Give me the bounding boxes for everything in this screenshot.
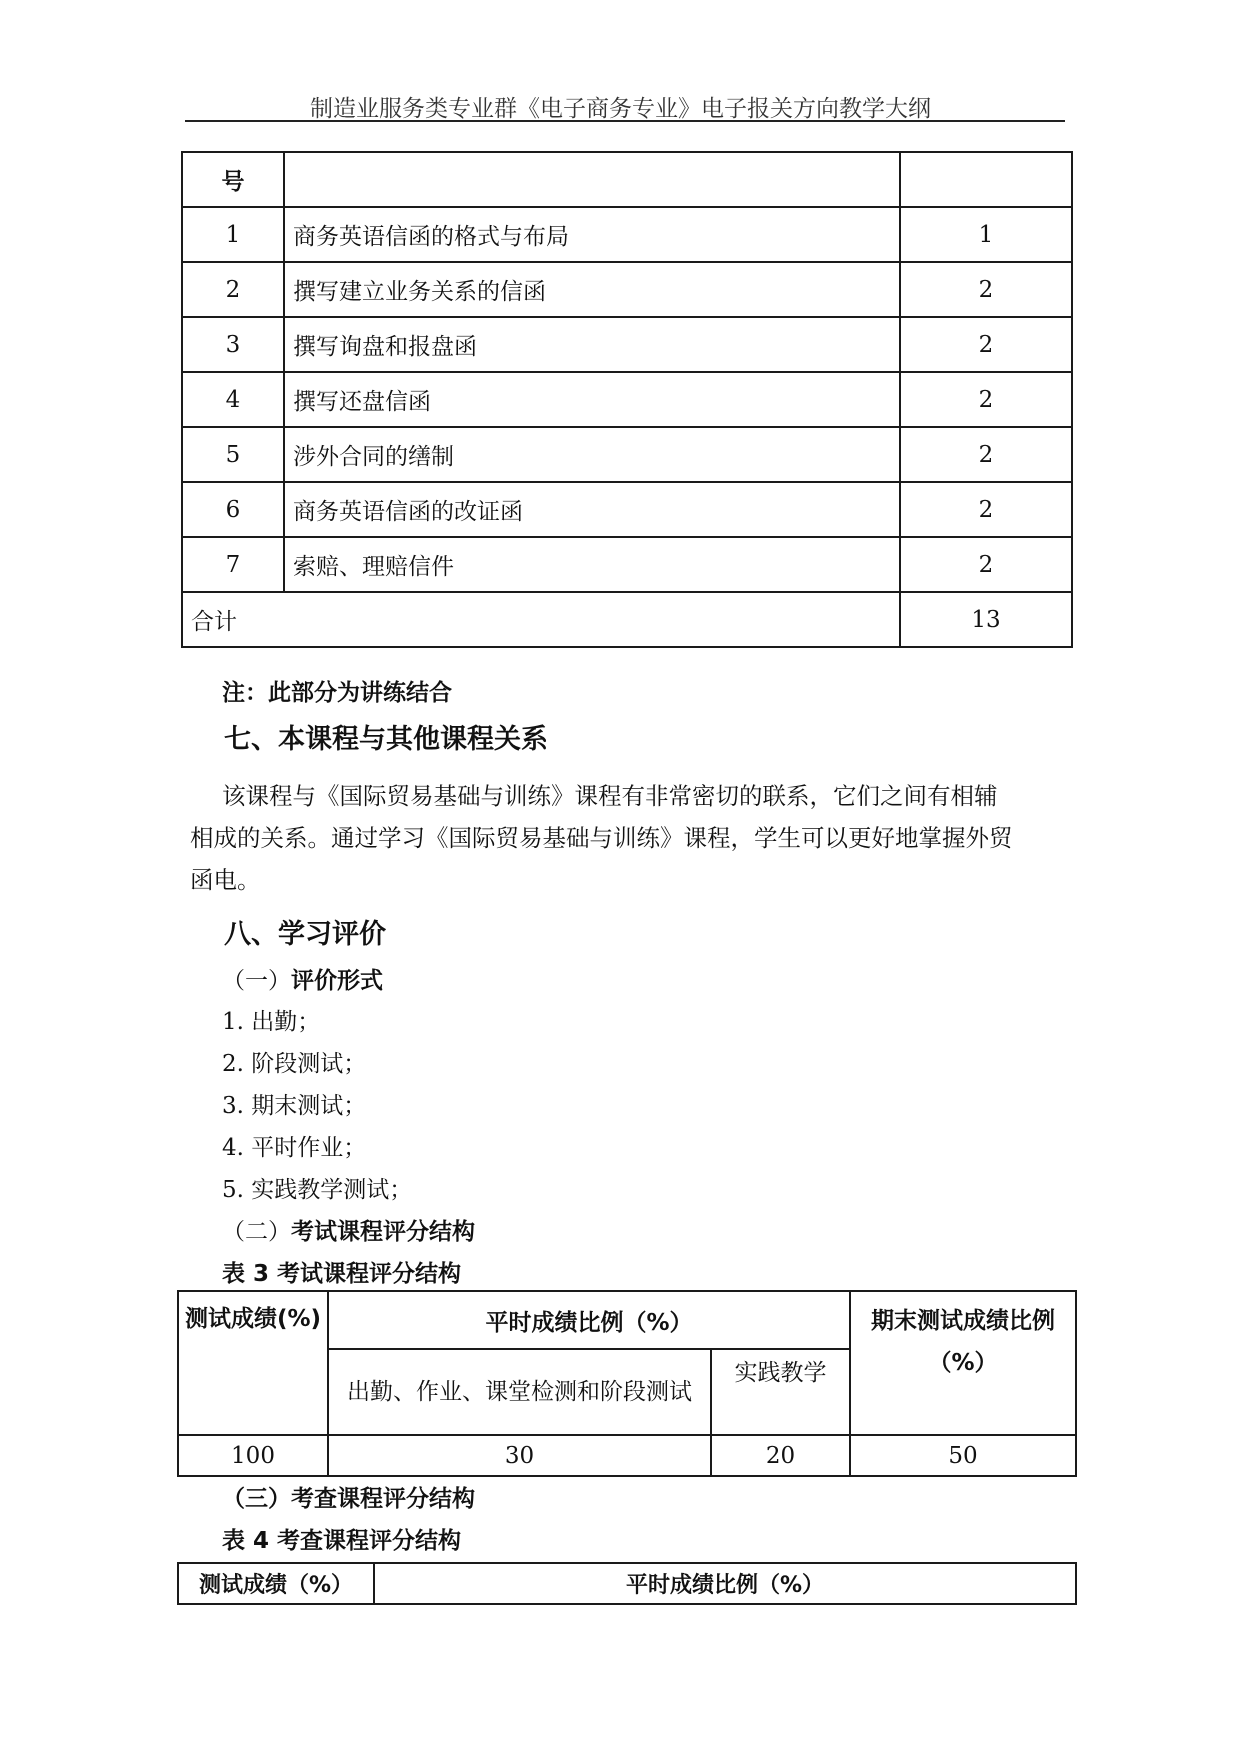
table-row bbox=[182, 427, 1072, 482]
table-header-cell bbox=[284, 152, 900, 207]
row-number: 3 bbox=[182, 317, 284, 372]
row-number: 5 bbox=[182, 427, 284, 482]
page-header-title: 制造业服务类专业群《电子商务专业》电子报关方向教学大纲 bbox=[310, 96, 931, 122]
table-note: 注：此部分为讲练结合 bbox=[222, 680, 452, 706]
table-header-row bbox=[178, 1563, 1076, 1604]
col-practice: 实践教学 bbox=[711, 1349, 850, 1435]
row-hours: 2 bbox=[900, 372, 1072, 427]
paragraph-line: 相成的关系。通过学习《国际贸易基础与训练》课程，学生可以更好地掌握外贸 bbox=[190, 824, 1013, 852]
row-number: 7 bbox=[182, 537, 284, 592]
row-number: 1 bbox=[182, 207, 284, 262]
table-total-row bbox=[182, 592, 1072, 647]
value-practice: 20 bbox=[711, 1435, 850, 1476]
col-regular-score: 平时成绩比例（%） bbox=[374, 1563, 1076, 1604]
paragraph-line: 该课程与《国际贸易基础与训练》课程有非常密切的联系，它们之间有相辅 bbox=[222, 782, 998, 810]
exam-scoring-table bbox=[177, 1290, 1077, 1477]
section-8-heading: 八、学习评价 bbox=[224, 919, 386, 950]
subsection-prefix: （一） bbox=[222, 968, 291, 994]
row-content: 涉外合同的缮制 bbox=[284, 427, 900, 482]
table-header-row bbox=[182, 152, 1072, 207]
value-test-score: 100 bbox=[178, 1435, 328, 1476]
total-value: 13 bbox=[900, 592, 1072, 647]
assessment-scoring-table bbox=[177, 1562, 1077, 1605]
value-regular: 30 bbox=[328, 1435, 711, 1476]
list-item: 2. 阶段测试； bbox=[222, 1051, 367, 1077]
table-row bbox=[182, 537, 1072, 592]
row-number: 2 bbox=[182, 262, 284, 317]
section-7-paragraph bbox=[190, 775, 1070, 901]
row-hours: 1 bbox=[900, 207, 1072, 262]
col-final-score: 期末测试成绩比例（%） bbox=[850, 1291, 1076, 1435]
value-final: 50 bbox=[850, 1435, 1076, 1476]
row-hours: 2 bbox=[900, 537, 1072, 592]
col-attendance-etc: 出勤、作业、课堂检测和阶段测试 bbox=[328, 1349, 711, 1435]
list-item: 1. 出勤； bbox=[222, 1009, 321, 1035]
table-4-caption: 表 4 考查课程评分结构 bbox=[222, 1528, 462, 1554]
table-row bbox=[182, 317, 1072, 372]
course-hours-table bbox=[181, 151, 1073, 648]
table-3-caption: 表 3 考试课程评分结构 bbox=[222, 1261, 462, 1287]
table-header-cell bbox=[900, 152, 1072, 207]
subsection-title: 评价形式 bbox=[291, 968, 383, 994]
row-content: 商务英语信函的格式与布局 bbox=[284, 207, 900, 262]
row-content: 撰写建立业务关系的信函 bbox=[284, 262, 900, 317]
table-header-row bbox=[178, 1291, 1076, 1349]
list-item: 5. 实践教学测试； bbox=[222, 1177, 413, 1203]
row-content: 撰写还盘信函 bbox=[284, 372, 900, 427]
subsection-heading bbox=[222, 962, 383, 995]
subsection-title: 考试课程评分结构 bbox=[291, 1219, 475, 1245]
total-label: 合计 bbox=[182, 592, 900, 647]
table-row bbox=[178, 1435, 1076, 1476]
table-row bbox=[182, 207, 1072, 262]
row-hours: 2 bbox=[900, 317, 1072, 372]
col-test-score: 测试成绩（%） bbox=[178, 1563, 374, 1604]
subsection-heading: （三）考查课程评分结构 bbox=[222, 1486, 475, 1512]
header-rule bbox=[185, 120, 1065, 122]
table-row bbox=[182, 262, 1072, 317]
subsection-heading bbox=[222, 1213, 475, 1246]
row-number: 4 bbox=[182, 372, 284, 427]
row-number: 6 bbox=[182, 482, 284, 537]
paragraph-line: 函电。 bbox=[190, 866, 261, 894]
table-header-cell: 号 bbox=[182, 152, 284, 207]
list-item: 3. 期末测试； bbox=[222, 1093, 367, 1119]
row-content: 撰写询盘和报盘函 bbox=[284, 317, 900, 372]
row-content: 商务英语信函的改证函 bbox=[284, 482, 900, 537]
table-row bbox=[182, 372, 1072, 427]
subsection-prefix: （二） bbox=[222, 1219, 291, 1245]
row-hours: 2 bbox=[900, 427, 1072, 482]
col-regular-score: 平时成绩比例（%） bbox=[328, 1291, 850, 1349]
col-test-score: 测试成绩(%) bbox=[178, 1291, 328, 1435]
table-row bbox=[182, 482, 1072, 537]
list-item: 4. 平时作业； bbox=[222, 1135, 367, 1161]
row-hours: 2 bbox=[900, 262, 1072, 317]
section-7-heading: 七、本课程与其他课程关系 bbox=[224, 724, 548, 755]
row-content: 索赔、理赔信件 bbox=[284, 537, 900, 592]
row-hours: 2 bbox=[900, 482, 1072, 537]
